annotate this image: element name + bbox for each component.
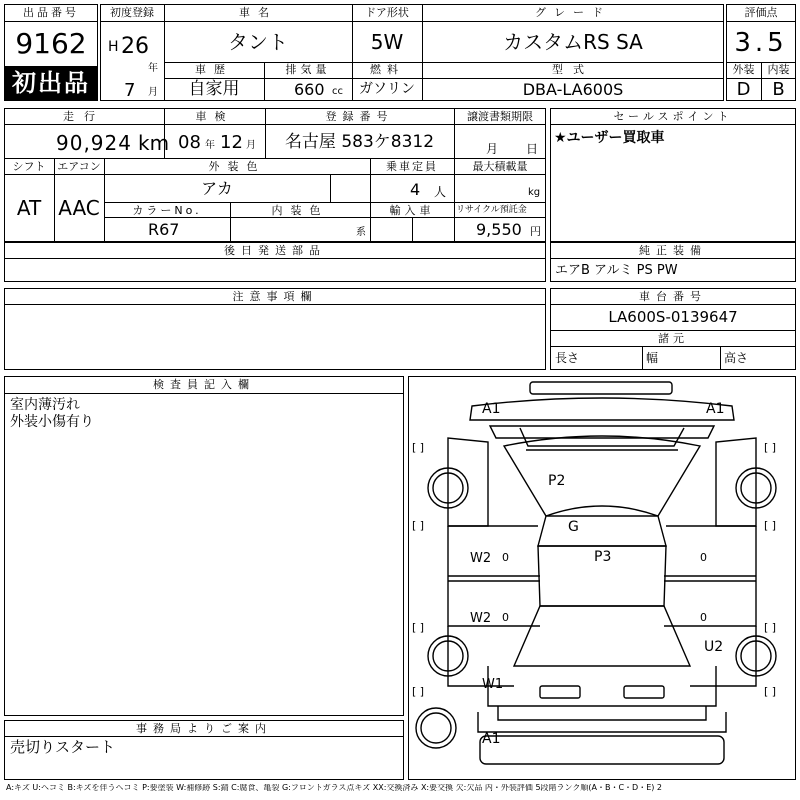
exterior-grade: D [736, 79, 751, 100]
car-name: タント [228, 30, 288, 54]
inspection-year-unit: 年 [205, 140, 215, 151]
fuel-type: ガソリン [359, 81, 415, 97]
capacity: 4 [410, 180, 421, 199]
office-label: 事務局よりご案内 [136, 722, 272, 735]
inspector-note-2: 外装小傷有り [10, 414, 94, 430]
color-number: R67 [148, 220, 180, 239]
first-listing-badge [4, 66, 98, 101]
transfer-month: 月 [486, 142, 499, 156]
bracket-5: [ ] [412, 621, 425, 634]
registration-year: 26 [121, 34, 149, 59]
inspector-note-1: 室内薄汚れ [10, 397, 80, 413]
shift-label: シフト [12, 160, 46, 173]
bracket-4: [ ] [764, 519, 777, 532]
damage-legend: A:キズ U:ヘコミ B:キズを伴うヘコミ P:要塗装 W:補修跡 S:錆 C:腐食、亀裂 G:フロントガラス点キズ XX:交換済み X:要交換 欠:欠品 内・外装評価 5段階ランク順(A・B・C・D・E) 2 [6, 784, 663, 792]
aircon-label: エアコン [57, 160, 101, 173]
model-label: 型式 [552, 63, 594, 76]
mark-u2: U2 [704, 639, 724, 655]
model-code: DBA-LA600S [522, 80, 624, 99]
mileage: 90,924 [56, 131, 132, 155]
plate-label: 登録番号 [325, 110, 394, 123]
interior-label: 内装 [767, 63, 790, 76]
fuel-label: 燃料 [370, 63, 404, 76]
displacement: 660 [294, 80, 325, 99]
mark-a1-rear: A1 [482, 731, 501, 747]
length-label: 長さ [555, 351, 580, 365]
score-label: 評価点 [744, 6, 778, 19]
bracket-2: [ ] [764, 441, 777, 454]
bracket-1: [ ] [412, 441, 425, 454]
plate-number: 名古屋 583ケ8312 [284, 132, 435, 152]
bracket-3: [ ] [412, 519, 425, 532]
vehicle-history: 自家用 [188, 79, 240, 99]
displacement-unit: cc [332, 86, 343, 97]
displacement-label: 排気量 [285, 63, 331, 76]
capacity-unit: 人 [434, 185, 447, 199]
mark-w2-upper: W2 [470, 551, 492, 566]
overall-score: 3.5 [734, 28, 788, 58]
office-note: 売切りスタート [10, 738, 116, 756]
sales-point: ★ユーザー買取車 [554, 130, 665, 146]
sales-point-box [550, 108, 796, 242]
month-unit: 月 [148, 87, 158, 98]
bracket-8: [ ] [764, 685, 777, 698]
mark-a1-front-left: A1 [482, 401, 501, 417]
grade-label: グレード [535, 6, 611, 19]
bracket-7: [ ] [412, 685, 425, 698]
mark-g: G [568, 519, 579, 535]
recycle-label: リサイクル預託金 [456, 205, 527, 215]
aircon: AAC [58, 196, 100, 220]
mark-zero-upper-right: 0 [700, 551, 707, 564]
car-name-label: 車名 [239, 6, 277, 19]
exterior-label: 外装 [732, 63, 755, 76]
max-load-label: 最大積載量 [472, 160, 528, 173]
first-listing-text: 初出品 [12, 69, 90, 97]
mark-zero-lower-left: 0 [502, 611, 509, 624]
equipment-label: 純正装備 [639, 244, 707, 257]
notes-label: 注意事項欄 [232, 290, 318, 303]
equipment: エアB アルミ PS PW [555, 263, 678, 278]
later-parts-label: 後日発送部品 [224, 244, 326, 257]
mark-w2-lower: W2 [470, 611, 492, 626]
interior-color-unit: 系 [356, 227, 366, 238]
mileage-unit: km [138, 131, 170, 155]
recycle-amount: 9,550 [476, 220, 522, 239]
lot-number-label: 出品番号 [23, 6, 79, 19]
inspection-year: 08 [178, 132, 201, 153]
width-label: 幅 [646, 351, 659, 365]
registration-month: 7 [124, 80, 136, 101]
mark-w1: W1 [482, 677, 504, 692]
color-number-label: カラーNo. [132, 204, 202, 217]
exterior-color: アカ [201, 179, 233, 198]
era-letter: H [108, 39, 119, 55]
door-type: 5W [370, 30, 404, 54]
inspection-label: 車検 [195, 110, 234, 123]
mileage-label: 走行 [63, 110, 105, 123]
history-label: 車歴 [195, 63, 233, 76]
inspection-month: 12 [220, 132, 243, 153]
car-outline-diagram [408, 376, 796, 780]
details-table [4, 108, 546, 242]
lot-number: 9162 [15, 27, 87, 60]
chassis-number: LA600S-0139647 [608, 308, 738, 326]
height-label: 高さ [724, 351, 749, 365]
import-label: 輸入車 [389, 204, 435, 217]
first-registration-label: 初度登録 [110, 6, 154, 19]
bracket-6: [ ] [764, 621, 777, 634]
mark-zero-upper-left: 0 [502, 551, 509, 564]
mark-p2: P2 [548, 473, 566, 489]
sales-point-label: セールスポイント [613, 110, 733, 123]
transfer-deadline-label: 譲渡書類期限 [467, 110, 533, 123]
mark-p3: P3 [594, 549, 612, 565]
interior-color-label: 内装色 [271, 204, 329, 217]
shift: AT [16, 196, 42, 220]
exterior-color-label: 外装色 [208, 160, 266, 173]
capacity-label: 乗車定員 [386, 160, 438, 173]
door-type-label: ドア形状 [365, 6, 409, 19]
transfer-day: 日 [526, 142, 539, 156]
dimensions-label: 諸元 [658, 332, 688, 345]
mark-a1-front-right: A1 [706, 401, 725, 417]
chassis-label: 車台番号 [639, 290, 707, 303]
inspector-label: 検査員記入欄 [153, 378, 255, 391]
inspection-month-unit: 月 [246, 140, 256, 151]
recycle-unit: 円 [530, 225, 541, 238]
year-unit: 年 [148, 63, 158, 74]
mark-zero-lower-right: 0 [700, 611, 707, 624]
grade: カスタムRS SA [503, 30, 643, 54]
max-load-unit: kg [528, 187, 541, 198]
interior-grade: B [772, 79, 785, 100]
